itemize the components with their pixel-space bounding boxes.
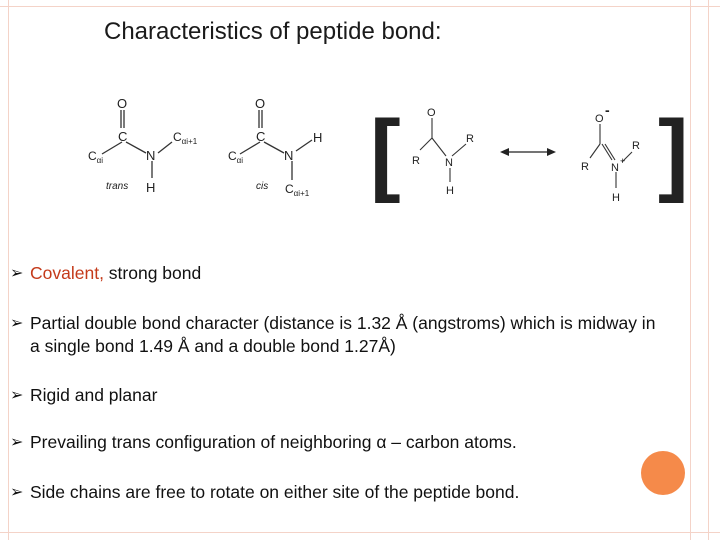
bullet-text: strong bond <box>108 263 202 283</box>
res-right-o-charge: - <box>605 102 610 118</box>
cis-structure <box>240 110 312 180</box>
bullet-covalent <box>10 262 660 285</box>
cis-oxygen: O <box>255 96 266 111</box>
bullet-rigid-planar <box>10 384 660 407</box>
bullet-arrow-icon: ➢ <box>10 315 24 332</box>
res-right-r2: R <box>632 140 640 152</box>
bullet-text-accent: Covalent, <box>30 263 109 283</box>
frame-line-right-outer <box>708 0 709 540</box>
frame-line-top <box>0 6 720 7</box>
resonance-left-structure <box>420 118 466 182</box>
decorative-circle <box>641 451 685 495</box>
cis-label: cis <box>256 181 269 192</box>
bullet-text: Rigid and planar <box>30 385 158 405</box>
bracket-left: [ <box>370 102 401 204</box>
cis-carbon: C <box>256 129 266 144</box>
res-left-r1: R <box>412 155 420 167</box>
res-right-oxygen: O <box>595 113 604 125</box>
bullet-side-chains <box>10 481 660 504</box>
cis-ca-left: $C_{\alpha i}$ <box>228 149 244 165</box>
frame-line-bottom <box>0 532 720 533</box>
trans-carbon: C <box>118 129 128 144</box>
bullet-text: Partial double bond character (distance is 1.32 Å (angstroms) which is midway in a single bond 1.49 Å and a double bond 1.27Å) <box>30 313 656 356</box>
cis-ca-right: $C_{\alpha i+1}$ <box>285 182 310 198</box>
frame-line-right <box>690 0 691 540</box>
trans-label: trans <box>106 181 129 192</box>
bullet-text: Side chains are free to rotate on either site of the peptide bond. <box>30 482 520 502</box>
res-right-nitrogen: N <box>611 162 619 174</box>
bullet-partial-double-bond <box>10 312 660 358</box>
bullet-arrow-icon: ➢ <box>10 387 24 404</box>
cis-hydrogen: H <box>313 130 323 145</box>
res-left-r2: R <box>466 133 474 145</box>
bullet-trans-configuration <box>10 431 660 454</box>
bullet-arrow-icon: ➢ <box>10 484 24 501</box>
resonance-arrow-icon <box>500 148 556 156</box>
res-right-hydrogen: H <box>612 192 620 204</box>
trans-ca-right: $C_{\alpha i+1}$ <box>173 130 198 146</box>
trans-hydrogen: H <box>146 180 156 195</box>
res-right-r1: R <box>581 161 589 173</box>
bullet-arrow-icon: ➢ <box>10 434 24 451</box>
trans-nitrogen: N <box>146 148 156 163</box>
trans-ca-left: $C_{\alpha i}$ <box>88 149 104 165</box>
bracket-right: ] <box>658 102 689 204</box>
resonance-right-structure <box>590 124 632 188</box>
trans-oxygen: O <box>117 96 128 111</box>
res-left-nitrogen: N <box>445 157 453 169</box>
frame-line-left <box>8 0 9 540</box>
slide-title: Characteristics of peptide bond: <box>104 18 442 45</box>
bullet-arrow-icon: ➢ <box>10 265 24 282</box>
trans-structure <box>102 110 172 178</box>
res-right-n-charge: + <box>620 156 626 166</box>
peptide-bond-diagram <box>0 88 720 218</box>
res-left-hydrogen: H <box>446 185 454 197</box>
res-left-oxygen: O <box>427 107 436 119</box>
cis-nitrogen: N <box>284 148 294 163</box>
bullet-text: Prevailing trans configuration of neighboring α – carbon atoms. <box>30 432 517 452</box>
